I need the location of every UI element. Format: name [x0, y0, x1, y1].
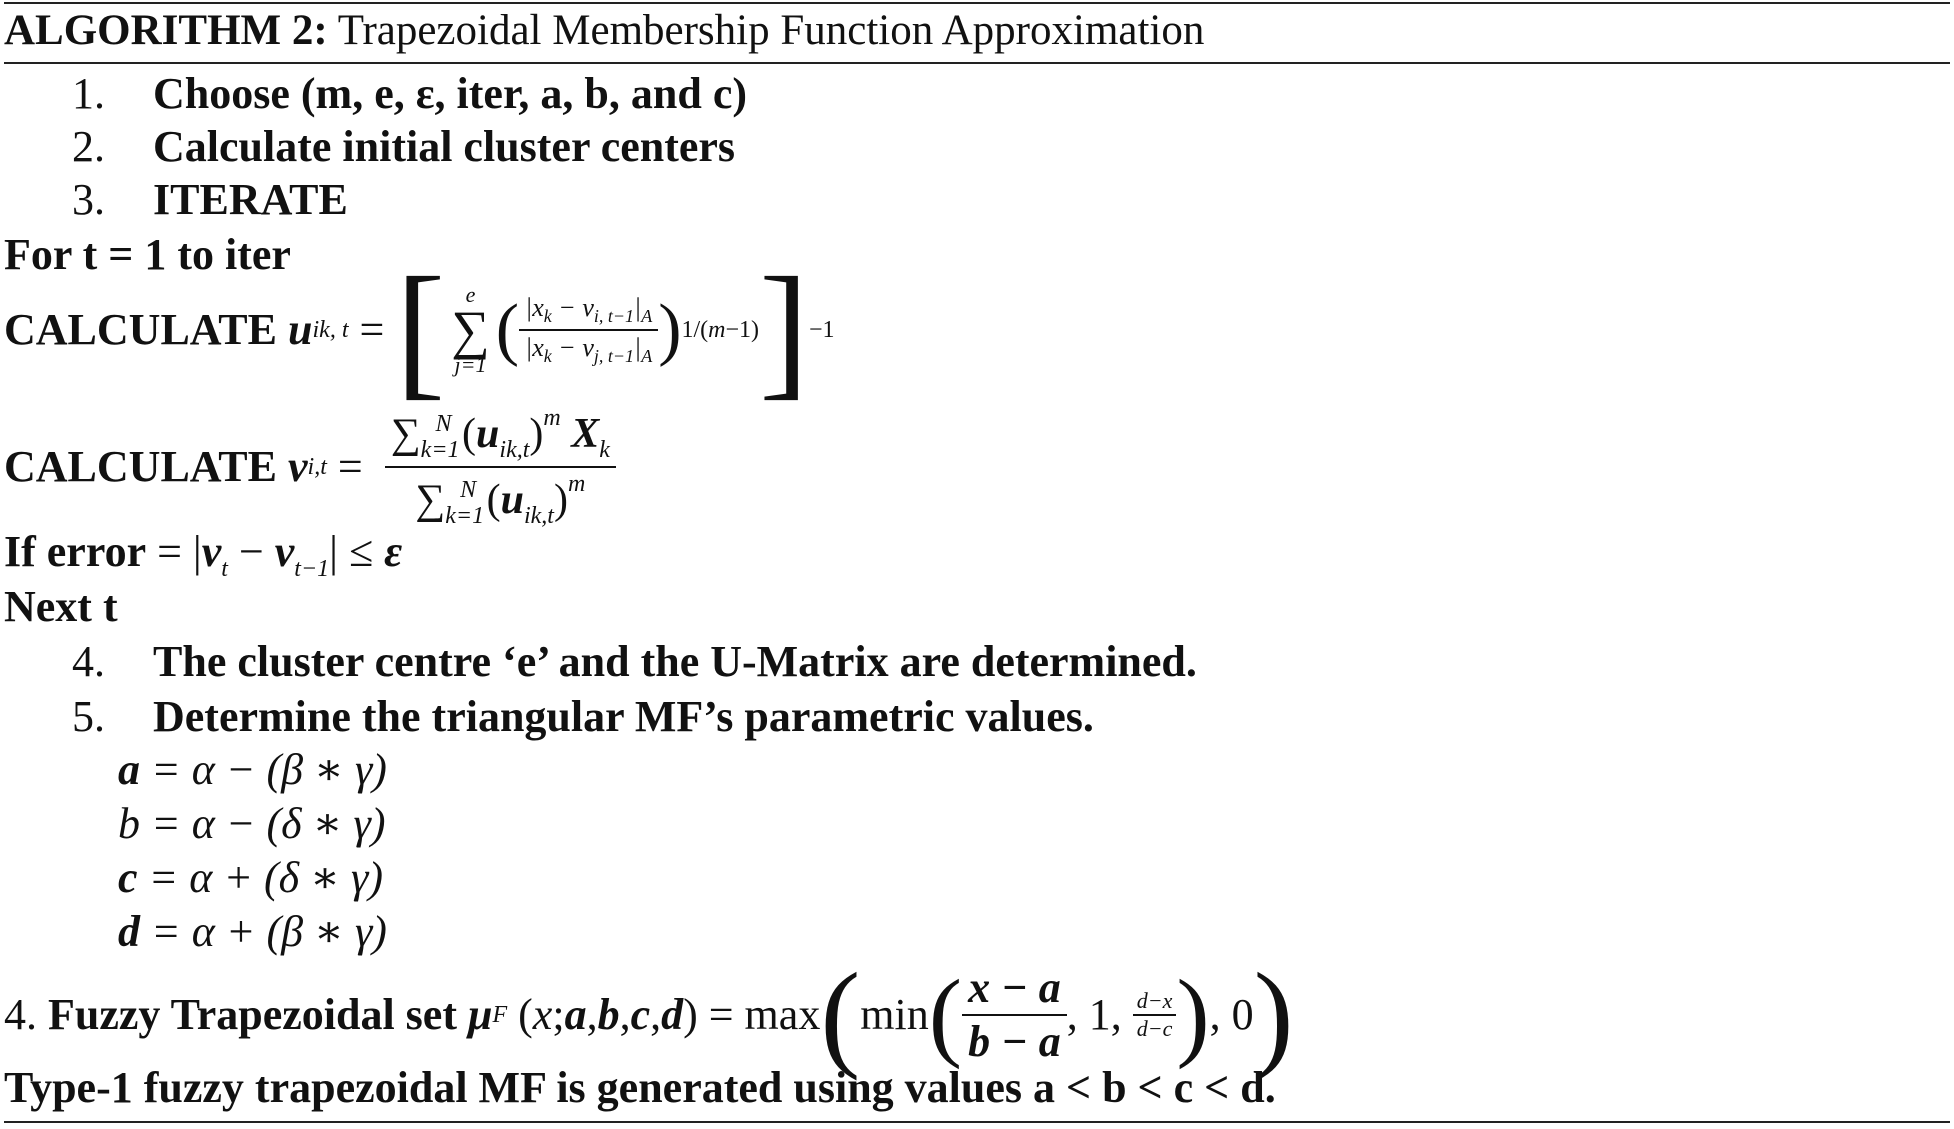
- step-text: ITERATE: [153, 175, 348, 224]
- param-var: d: [118, 907, 140, 956]
- param-b: [118, 799, 386, 848]
- algorithm-label: ALGORITHM 2:: [4, 7, 328, 54]
- step-number: 5.: [72, 692, 105, 741]
- calc-v-label: CALCULATE: [4, 442, 278, 491]
- param-var: c: [118, 853, 138, 902]
- step-text: Calculate initial cluster centers: [153, 122, 736, 171]
- algorithm-title: Trapezoidal Membership Function Approximation: [337, 7, 1205, 54]
- step-number: 2.: [72, 122, 105, 171]
- fuzzy-num: 4.: [4, 990, 37, 1039]
- header-rule: [4, 62, 1950, 64]
- step-text: The cluster centre ‘e’ and the U-Matrix are determined.: [153, 637, 1197, 686]
- step-number: 1.: [72, 69, 105, 118]
- if-error-label: If error: [4, 527, 147, 576]
- bottom-rule: [4, 1121, 1950, 1123]
- step-number: 4.: [72, 637, 105, 686]
- top-rule: [4, 2, 1950, 4]
- param-a: [118, 745, 387, 794]
- for-loop-line: For t = 1 to iter: [4, 230, 291, 279]
- step-number: 3.: [72, 175, 105, 224]
- next-t-line: Next t: [4, 582, 118, 631]
- param-expr: = α + (δ ∗ γ): [148, 853, 384, 902]
- fuzzy-set-equation: 4. Fuzzy Trapezoidal set μ F ( x ; a , b , c , d ) = max ( min ( $\frac{x - a}{b - a}$ , 1, $\frac{d-x}{d-c}$ ) , 0 ): [4, 948, 1294, 1081]
- calc-v-equation: CALCULATE v i,t = $\frac{\sum_{k=1}^N (u_{ik,t})^m X_k}{\sum_{k=1}^N (u_{ik,t})^m}$: [4, 402, 616, 532]
- param-expr: = α − (δ ∗ γ): [151, 799, 386, 848]
- param-expr: = α + (β ∗ γ): [151, 907, 387, 956]
- param-var: b: [118, 799, 140, 848]
- param-c: [118, 853, 384, 902]
- algorithm-header: [4, 6, 1204, 55]
- param-expr: = α − (β ∗ γ): [151, 745, 387, 794]
- calc-u-label: CALCULATE: [4, 305, 278, 354]
- calc-u-equation: CALCULATE u ik, t = [ e ∑ j=1 ( $\frac{|x_k - v_{i, t-1}|_A}{|x_k - v_{j, t-1}|_A}$ ) 1/(m−1) ] −1: [4, 247, 835, 413]
- footer-statement: Type-1 fuzzy trapezoidal MF is generated using values a < b < c < d.: [4, 1063, 1276, 1112]
- step-text: Determine the triangular MF’s parametric values.: [153, 692, 1094, 741]
- param-var: a: [118, 745, 140, 794]
- if-error-line: If error = $|v_t - v_{t-1}| \le \varepsilon$: [4, 527, 403, 582]
- param-d: [118, 907, 387, 956]
- fuzzy-label: Fuzzy Trapezoidal set: [48, 990, 457, 1039]
- step-text: Choose (m, e, ε, iter, a, b, and c): [153, 69, 748, 118]
